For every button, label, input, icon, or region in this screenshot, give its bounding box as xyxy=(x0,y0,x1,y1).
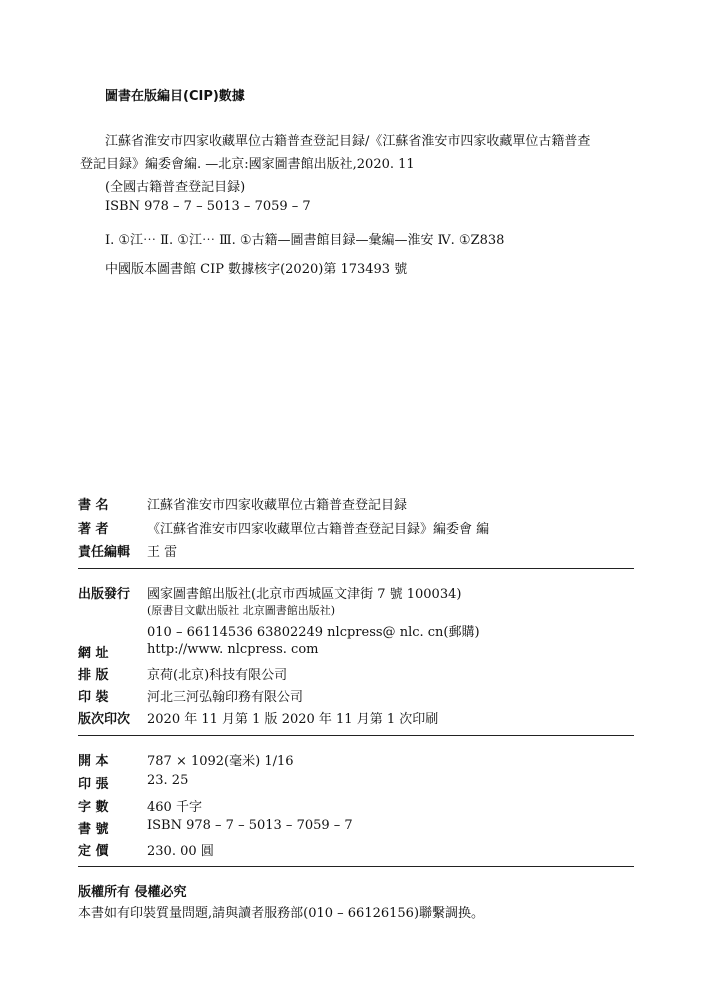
website-value: http://www. nlcpress. com xyxy=(147,642,319,657)
edition-value: 2020 年 11 月第 1 版 2020 年 11 月第 1 次印刷 xyxy=(147,712,439,727)
price-label: 定 價 xyxy=(78,844,109,859)
rights-notice: 版權所有 侵權必究 xyxy=(78,885,187,900)
isbn-value: ISBN 978 – 7 – 5013 – 7059 – 7 xyxy=(147,818,353,833)
cip-isbn: ISBN 978 – 7 – 5013 – 7059 – 7 xyxy=(105,199,311,214)
author-label: 著 者 xyxy=(78,522,109,537)
publisher-note: (原書目文獻出版社 北京圖書館出版社) xyxy=(147,604,336,617)
quality-notice: 本書如有印裝質量問題,請與讀者服務部(010 – 66126156)聯繫調换。 xyxy=(78,906,485,921)
edition-label: 版次印次 xyxy=(78,712,131,727)
cip-series: (全國古籍普查登記目録) xyxy=(105,180,246,195)
sheets-label: 印 張 xyxy=(78,777,109,792)
publisher-value: 國家圖書館出版社(北京市西城區文津街 7 號 100034) xyxy=(147,587,462,602)
divider xyxy=(78,735,634,736)
typeset-label: 排 版 xyxy=(78,668,109,683)
book-name-value: 江蘇省淮安市四家收藏單位古籍普查登記目録 xyxy=(147,498,408,513)
cip-record-number: 中國版本圖書館 CIP 數據核字(2020)第 173493 號 xyxy=(105,262,408,277)
price-value: 230. 00 圓 xyxy=(147,844,214,859)
sheets-value: 23. 25 xyxy=(147,773,189,788)
divider xyxy=(78,866,634,867)
isbn-label: 書 號 xyxy=(78,822,109,837)
typeset-value: 京荷(北京)科技有限公司 xyxy=(147,668,288,683)
editor-label: 責任編輯 xyxy=(78,545,131,560)
book-name-label: 書 名 xyxy=(78,498,109,513)
publisher-label: 出版發行 xyxy=(78,587,131,602)
format-label: 開 本 xyxy=(78,754,109,769)
format-value: 787 × 1092(毫米) 1/16 xyxy=(147,754,294,769)
cip-entry-line2: 登記目録》編委會編. —北京:國家圖書館出版社,2020. 11 xyxy=(80,157,415,172)
cip-title: 圖書在版編目(CIP)數據 xyxy=(105,89,245,104)
print-value: 河北三河弘翰印務有限公司 xyxy=(147,690,304,705)
website-label: 網 址 xyxy=(78,646,109,661)
words-label: 字 數 xyxy=(78,800,109,815)
editor-value: 王 雷 xyxy=(147,545,178,560)
divider xyxy=(78,568,634,569)
words-value: 460 千字 xyxy=(147,800,202,815)
author-value: 《江蘇省淮安市四家收藏單位古籍普查登記目録》編委會 編 xyxy=(147,522,490,537)
print-label: 印 裝 xyxy=(78,690,109,705)
cip-entry-line1: 江蘇省淮安市四家收藏單位古籍普查登記目録/《江蘇省淮安市四家收藏單位古籍普查 xyxy=(105,134,591,149)
cip-classification: Ⅰ. ①江⋯ Ⅱ. ①江⋯ Ⅲ. ①古籍—圖書館目録—彙編—淮安 Ⅳ. ①Z838 xyxy=(105,233,505,248)
publisher-contact: 010 – 66114536 63802249 nlcpress@ nlc. cn(郵購) xyxy=(147,625,480,640)
